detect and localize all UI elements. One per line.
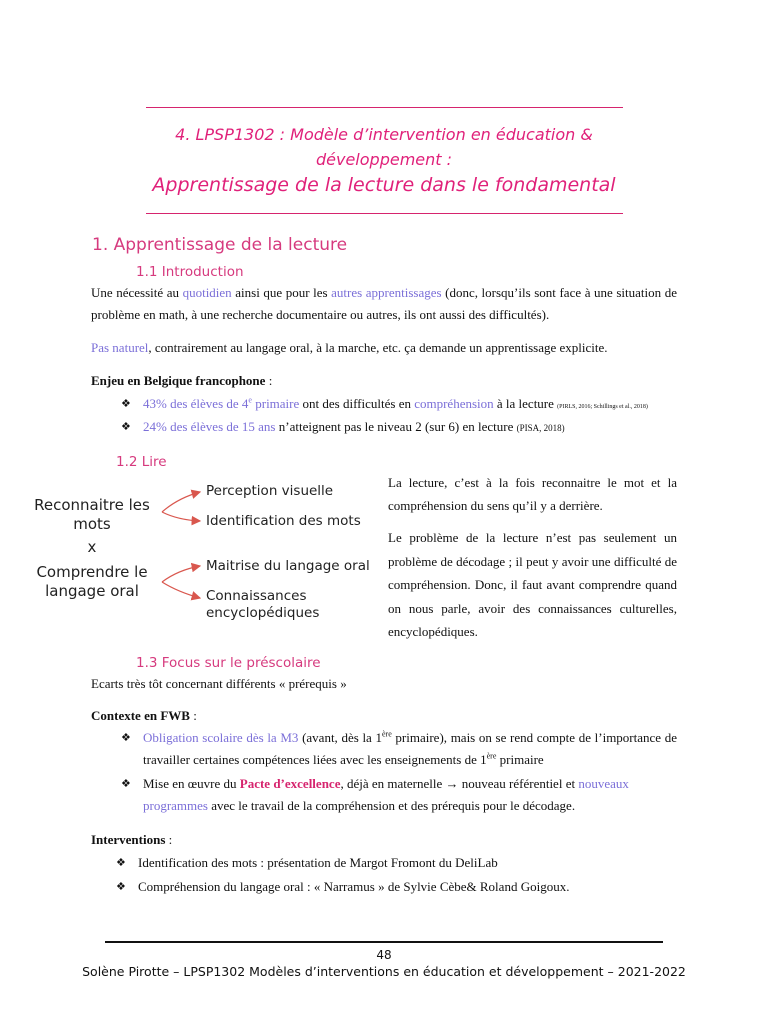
page-number: 48 (376, 948, 392, 962)
arrow-identification (162, 512, 200, 521)
list-item: ❖ Obligation scolaire dès la M3 (avant, dès la 1ère primaire), mais on se rend compte de l’importance de travailler certaines compétences liées avec les enseignements de 1ère primaire (143, 727, 677, 771)
arrow-maitrise (162, 566, 200, 582)
interventions-label: Interventions : (91, 832, 173, 847)
diagram-r3: Maitrise du langage oral (206, 558, 370, 574)
lire-paragraph-1: La lecture, c’est à la fois reconnaitre le mot et la compréhension du sens qu’il y a derrière. (388, 475, 677, 513)
list-item: ❖ Compréhension du langage oral : « Narramus » de Sylvie Cèbe& Roland Goigoux. (138, 876, 678, 898)
chapter-title-line1: 4. LPSP1302 : Modèle d’intervention en éducation & (175, 125, 593, 144)
list-item: ❖ Identification des mots : présentation de Margot Fromont du DeliLab (138, 852, 678, 874)
section-heading: 1. Apprentissage de la lecture (92, 235, 348, 255)
bullet-icon: ❖ (116, 881, 126, 893)
header-rule-top (146, 107, 623, 108)
bullet-icon: ❖ (121, 732, 131, 744)
intro-paragraph-2: Pas naturel, contrairement au langage oral, à la marche, etc. ça demande un apprentissage explicite. (91, 340, 608, 355)
contexte-label: Contexte en FWB : (91, 708, 197, 723)
intro-paragraph-1: Une nécessité au quotidien ainsi que pour les autres apprentissages (donc, lorsqu’ils sont face à une situation de problème en math, à une recherche documentaire ou autres, ils ont aussi des difficultés). (91, 285, 677, 322)
footer-rule (105, 941, 663, 943)
bullet-icon: ❖ (121, 398, 131, 410)
arrow-perception (162, 492, 200, 512)
diagram-cross: x (87, 538, 97, 556)
list-item: ❖ Mise en œuvre du Pacte d’excellence, déjà en maternelle → nouveau référentiel et nouveaux programmes avec le travail de la compréhension et des prérequis pour le décodage. (143, 773, 677, 817)
list-item: ❖ 24% des élèves de 15 ans n’atteignent pas le niveau 2 (sur 6) en lecture (PISA, 2018) (143, 416, 678, 439)
diagram-r2: Identification des mots (206, 513, 361, 529)
header-rule-bottom (146, 213, 623, 214)
prescolaire-paragraph: Ecarts très tôt concernant différents « prérequis » (91, 676, 347, 691)
arrow-connaissances (162, 582, 200, 598)
footer-text: Solène Pirotte – LPSP1302 Modèles d’interventions en éducation et développement – 2021-2022 (82, 964, 686, 979)
chapter-subtitle: Apprentissage de la lecture dans le fondamental (152, 174, 616, 196)
chapter-title-line2: développement : (315, 150, 453, 169)
diagram-left-top: Reconnaitre les mots (34, 496, 150, 533)
diagram-r1: Perception visuelle (206, 483, 334, 499)
bullet-icon: ❖ (121, 778, 131, 790)
prescolaire-heading: 1.3 Focus sur le préscolaire (136, 655, 321, 671)
arrow-right-icon: → (445, 776, 459, 791)
bullet-icon: ❖ (116, 857, 126, 869)
list-item: ❖ 43% des élèves de 4e primaire ont des difficultés en compréhension à la lecture (PIRLS, 2016; Schillings et al., 2018) (143, 393, 678, 418)
lire-paragraph-2: Le problème de la lecture n’est pas seulement un problème de décodage ; il peut y avoir une difficulté de compréhension. Donc, il faut avant comprendre quand on nous parle, avoir des connaissances culturelles, encyclopédiques. (388, 530, 677, 639)
intro-heading: 1.1 Introduction (136, 264, 244, 280)
reading-diagram (28, 478, 378, 628)
lire-heading: 1.2 Lire (116, 454, 167, 470)
chapter-title (100, 122, 668, 172)
diagram-left-bottom: Comprendre le langage oral (36, 563, 148, 600)
enjeu-label: Enjeu en Belgique francophone : (91, 373, 273, 388)
bullet-icon: ❖ (121, 421, 131, 433)
diagram-r4: Connaissances encyclopédiques (206, 588, 320, 621)
